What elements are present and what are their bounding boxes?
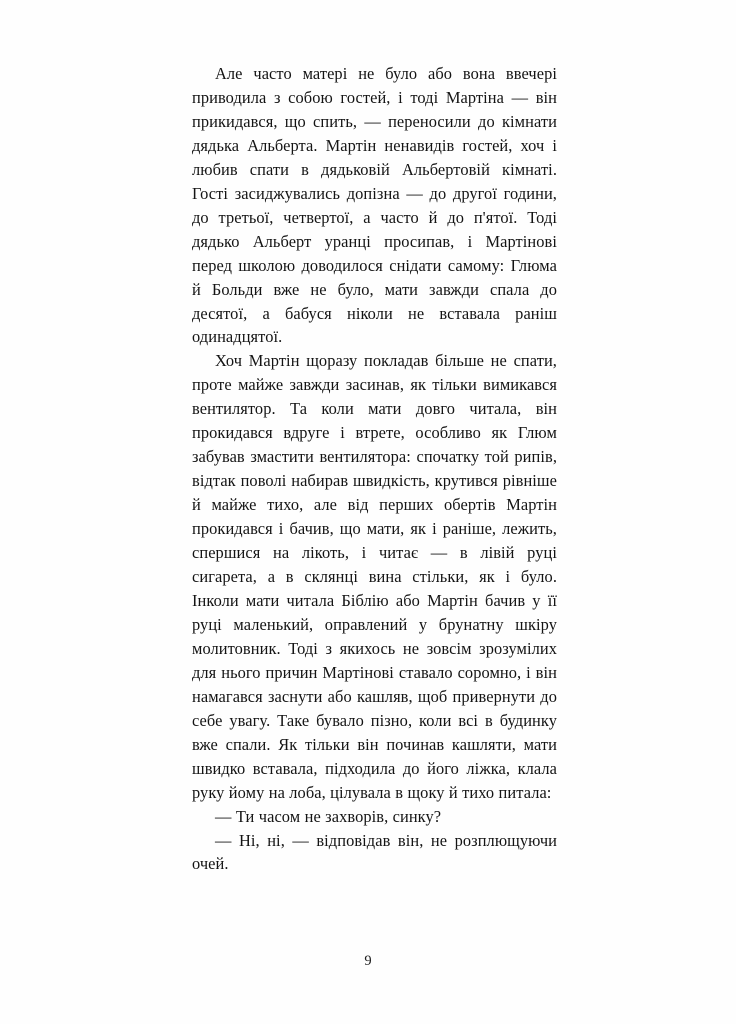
paragraph: Хоч Мартін щоразу покладав більше не спати, проте майже завжди засинав, як тільки вимикався вентилятор. Та коли мати довго читала, він прокидався вдруге і втрете, особливо як Глюм забував змастити вентилятора: спочатку той рипів, відтак поволі набирав швидкість, крутився рівніше й майже тихо, але від перших обертів Мартін прокидався і бачив, що мати, як і раніше, лежить, спершися на лікоть, і читає — в лівій руці сигарета, а в склянці вина стільки, як і було. Інколи мати читала Біблію або Мартін бачив у її руці маленький, оправлений у брунатну шкіру молитовник. Тоді з якихось не зовсім зрозумілих для нього причин Мартінові ставало соромно, і він намагався заснути або кашляв, щоб привернути до себе увагу. Таке бувало пізно, коли всі в будинку вже спали. Як тільки він починав кашляти, мати швидко вставала, підходила до його ліжка, клала руку йому на лоба, цілувала в щоку й тихо питала: xyxy=(192,351,557,802)
paragraph: Але часто матері не було або вона ввечері приводила з собою гостей, і тоді Мартіна — він прикидався, що спить, — переносили до кімнати дядька Альберта. Мартін ненавидів гостей, хоч і любив спати в дядьковій Альбертовій кімнаті. Гості засиджувались допізна — до другої години, до третьої, четвертої, а часто й до п'ятої. Тоді дядько Альберт уранці просипав, і Мартінові перед школою доводилося снідати самому: Глюма й Больди вже не було, мати завжди спала до десятої, а бабуся ніколи не вставала раніш одинадцятої. xyxy=(192,64,557,347)
dialogue-line: — Ні, ні, — відповідав він, не розплющуючи очей. xyxy=(192,830,557,874)
dialogue-line: — Ти часом не захворів, синку? xyxy=(215,806,442,826)
page-number: 9 xyxy=(364,953,372,969)
body-text-column xyxy=(192,62,557,876)
